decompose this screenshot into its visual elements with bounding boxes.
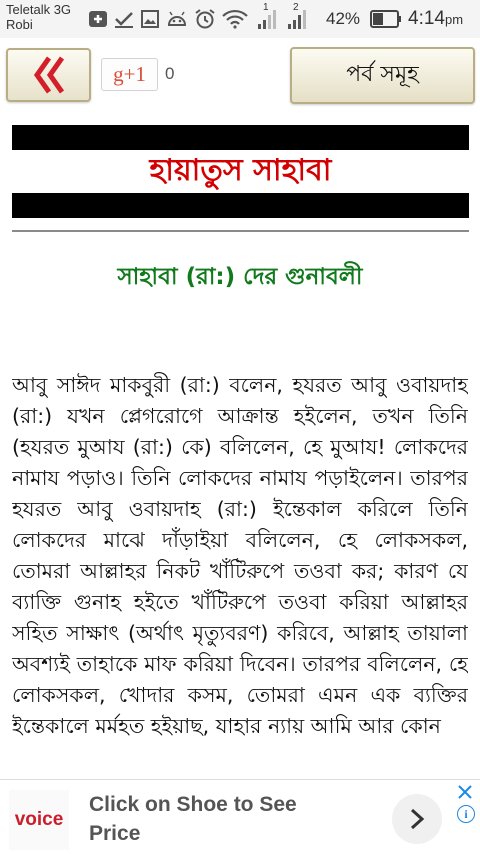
image-icon [140,9,160,29]
sim2-label: 2 [293,2,299,13]
sections-button[interactable]: পর্ব সমূহ [290,47,475,104]
close-icon [458,785,472,799]
carrier-line1: Teletalk 3G [6,2,72,17]
clock-time: 4:14 [408,8,445,29]
add-notification-icon [88,9,108,29]
battery-icon [370,10,402,28]
gplus-button[interactable]: g+1 [101,58,158,91]
sim1-label: 1 [263,2,269,13]
alarm-icon [194,8,216,30]
carrier-info [6,2,71,32]
title-banner [12,125,469,218]
clock-ampm: pm [444,12,464,27]
back-button[interactable] [6,48,91,102]
section-subtitle: সাহাবা (রা:) দের গুনাবলী [117,264,363,290]
ad-headline[interactable]: Click on Shoe to See Price [89,793,297,845]
android-icon [166,9,188,29]
wifi-icon [222,9,248,29]
gplus-count: 0 [165,64,175,83]
clock [408,8,463,30]
ad-brand-logo[interactable]: voice [9,790,69,850]
battery-percent: 42% [326,9,361,28]
ad-close-button[interactable] [458,783,472,804]
divider [12,230,469,232]
check-icon [114,9,134,29]
page-title: হায়াতুস সাহাবা [12,150,469,193]
status-icons [88,8,308,30]
ad-open-button[interactable] [392,794,442,844]
status-bar [0,0,480,38]
double-chevron-left-icon [29,56,69,94]
info-icon[interactable]: i [457,805,475,823]
article-body: আবু সাঈদ মাকবুরী (রা:) বলেন, হযরত আবু ওবায়দাহ (রা:) যখন প্লেগরোগে আক্রান্ত হইলেন, তখন তিনি (হযরত মুআয (রা:) কে) বলিলেন, হে মুআয! লোকদের নামায পড়াও। তিনি লোকদের নামায পড়াইলেন। তারপর হযরত আবু ওবায়দাহ (রা:) ইন্তেকাল করিলে তিনি লোকদের মাঝে দাঁড়াইয়া বলিলেন, হে লোকসকল, তোমরা আল্লাহর নিকট খাঁটিরুপে তওবা কর; কারণ যে ব্যাক্তি গুনাহ হইতে খাঁটিরুপে তওবা করিয়া আল্লাহর সহিত সাক্ষাৎ (অর্থাৎ মৃত্যুবরণ) করিবে, আল্লাহ তায়ালা অবশ্যই তাহাকে মাফ করিয়া দিবেন। তারপর বলিলেন, হে লোকসকল, খোদার কসম, তোমরা এমন এক ব্যক্তির ইন্তেকালে মর্মহত হইয়াছ, যাহার ন্যায় আমি আর কোন [12,373,468,738]
carrier-line2: Robi [6,17,33,32]
chevron-right-icon [408,807,426,831]
